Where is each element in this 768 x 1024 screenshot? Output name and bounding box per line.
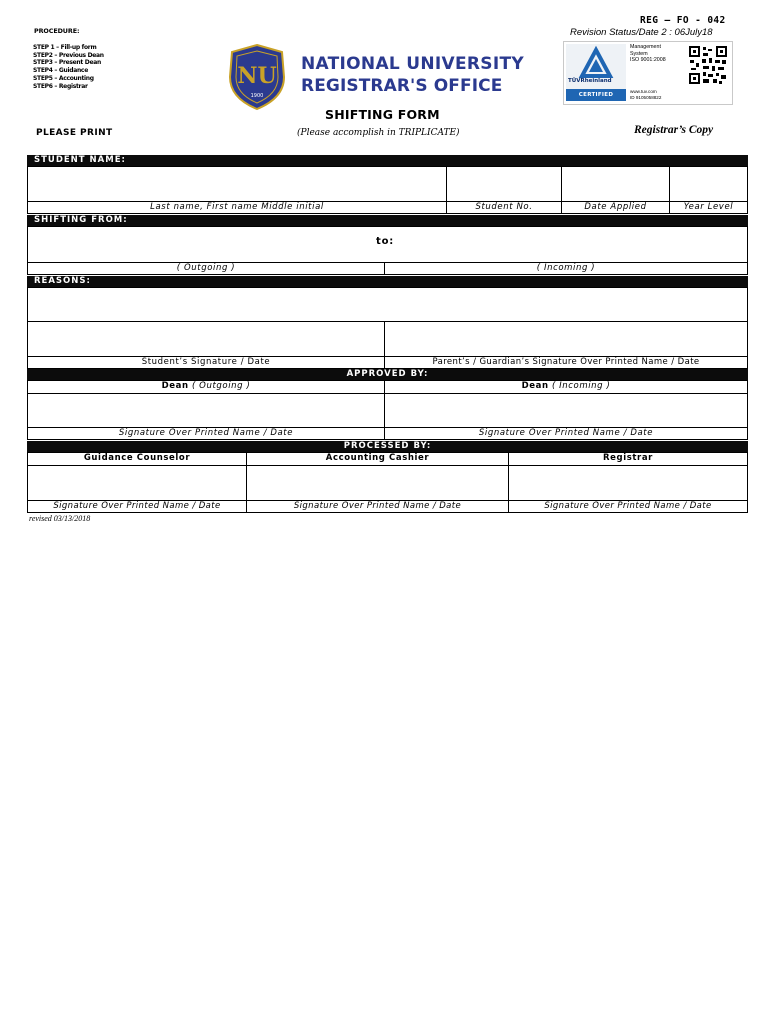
procedure-step: STEP2 – Previous Dean bbox=[33, 51, 104, 59]
university-name: NATIONAL UNIVERSITY bbox=[301, 54, 524, 74]
incoming-label: ( Incoming ) bbox=[536, 263, 596, 273]
section-student-name bbox=[27, 155, 748, 166]
procedure-step: STEP 1 – Fill-up form bbox=[33, 44, 97, 51]
cert-footer bbox=[630, 89, 661, 100]
dean-incoming-signature-field[interactable] bbox=[384, 393, 748, 428]
guidance-signature-field[interactable] bbox=[27, 465, 247, 501]
section-label: REASONS: bbox=[34, 276, 91, 286]
qr-code-icon bbox=[688, 45, 728, 85]
registrar-signature-field[interactable] bbox=[508, 465, 748, 501]
office-name: REGISTRAR'S OFFICE bbox=[301, 76, 503, 96]
guidance-label: Guidance Counselor bbox=[83, 453, 191, 463]
copy-label: Registrar’s Copy bbox=[634, 124, 714, 136]
section-label: STUDENT NAME: bbox=[34, 155, 126, 165]
dean-incoming-heading bbox=[384, 381, 748, 391]
registrar-caption: Signature Over Printed Name / Date bbox=[544, 501, 712, 511]
cert-url: www.tuv.com bbox=[630, 89, 657, 94]
student-number-field[interactable] bbox=[446, 166, 562, 202]
section-label: PROCESSED BY: bbox=[343, 441, 432, 451]
dean-outgoing-caption: Signature Over Printed Name / Date bbox=[118, 428, 294, 438]
date-applied-label: Date Applied bbox=[584, 202, 647, 212]
procedure-step: STEP4 – Guidance bbox=[33, 67, 88, 75]
procedure-steps bbox=[33, 44, 104, 90]
dean-outgoing-heading bbox=[27, 381, 385, 391]
procedure-step: STEP5 – Accounting bbox=[33, 74, 94, 82]
section-shifting-from bbox=[27, 215, 748, 226]
procedure-step: STEP3 – Present Dean bbox=[33, 59, 101, 67]
parent-signature-label: Parent’s / Guardian’s Signature Over Printed Name / Date bbox=[432, 357, 700, 367]
section-processed-by bbox=[27, 441, 748, 452]
form-title: SHIFTING FORM bbox=[325, 107, 440, 122]
registrar-label: Registrar bbox=[603, 453, 653, 463]
parent-signature-field[interactable] bbox=[384, 321, 748, 357]
outgoing-label: ( Outgoing ) bbox=[176, 263, 236, 273]
cashier-caption: Signature Over Printed Name / Date bbox=[293, 501, 462, 511]
cert-id: ID 9105058822 bbox=[630, 94, 662, 100]
dean-outgoing-signature-field[interactable] bbox=[27, 393, 385, 428]
certified-badge: CERTIFIED bbox=[566, 89, 626, 101]
revised-date: revised 03/13/2018 bbox=[29, 514, 91, 523]
reasons-field[interactable] bbox=[27, 287, 748, 322]
student-no-label: Student No. bbox=[475, 202, 533, 212]
certification-box bbox=[563, 41, 733, 105]
year-level-label: Year Level bbox=[683, 202, 734, 212]
revision-status: Revision Status/Date 2 : 06July18 bbox=[570, 27, 713, 38]
guidance-caption: Signature Over Printed Name / Date bbox=[53, 501, 221, 511]
section-label: SHIFTING FROM: bbox=[34, 215, 128, 225]
section-approved-by bbox=[27, 369, 748, 380]
triplicate-instruction: (Please accomplish in TRIPLICATE) bbox=[297, 128, 460, 138]
dean-outgoing-qualifier: ( Outgoing ) bbox=[191, 381, 251, 391]
cert-line: ISO 9001:2008 bbox=[630, 57, 666, 64]
student-name-field[interactable] bbox=[27, 166, 447, 202]
logo-letters: NU bbox=[237, 63, 277, 89]
student-signature-field[interactable] bbox=[27, 321, 385, 357]
please-print-note: PLEASE PRINT bbox=[36, 128, 113, 138]
cashier-label: Accounting Cashier bbox=[325, 453, 430, 463]
dean-incoming-qualifier: ( Incoming ) bbox=[551, 381, 611, 391]
procedure-step: STEP6 – Registrar bbox=[33, 82, 88, 90]
year-level-field[interactable] bbox=[669, 166, 748, 202]
dean-incoming-caption: Signature Over Printed Name / Date bbox=[478, 428, 654, 438]
dean-label: Dean bbox=[161, 381, 189, 391]
university-seal-logo bbox=[226, 43, 288, 111]
form-reference-code: REG – FO - 042 bbox=[640, 15, 726, 26]
logo-year: 1900 bbox=[250, 93, 264, 99]
tuv-brand: TÜVRheinland bbox=[568, 78, 612, 84]
cert-line: Management bbox=[630, 44, 661, 50]
name-hint-label: Last name, First name Middle initial bbox=[150, 202, 324, 212]
student-signature-label: Student’s Signature / Date bbox=[141, 357, 271, 367]
section-reasons bbox=[27, 276, 748, 287]
date-applied-field[interactable] bbox=[561, 166, 670, 202]
section-label: APPROVED BY: bbox=[346, 369, 429, 379]
cashier-signature-field[interactable] bbox=[246, 465, 509, 501]
cert-line: System bbox=[630, 50, 648, 57]
to-label: to: bbox=[376, 236, 395, 247]
dean-label: Dean bbox=[521, 381, 549, 391]
procedure-title: PROCEDURE: bbox=[34, 27, 80, 35]
cert-text bbox=[630, 44, 666, 64]
